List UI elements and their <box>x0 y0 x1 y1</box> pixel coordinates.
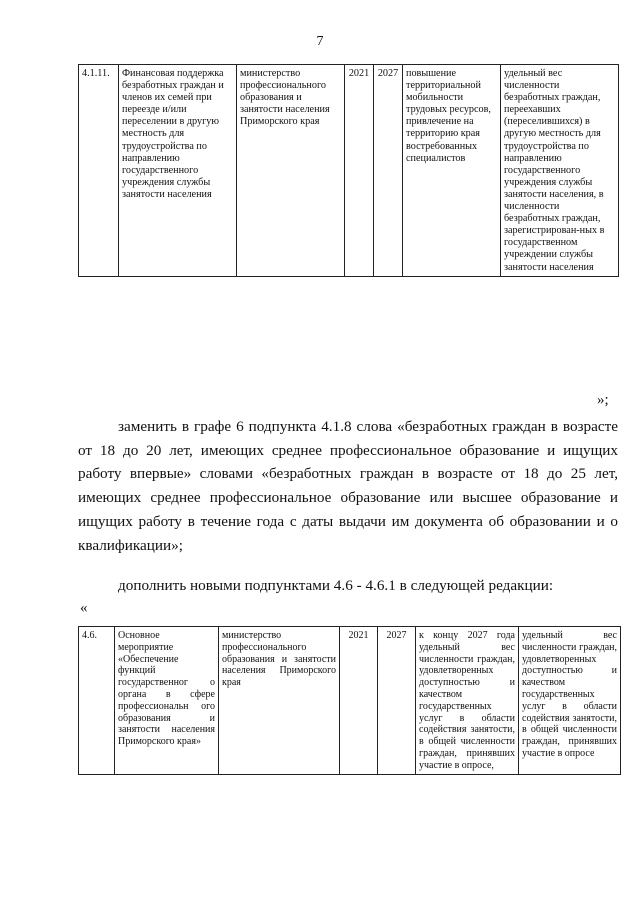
addition-paragraph: дополнить новыми подпунктами 4.6 - 4.6.1 в следующей редакции: <box>118 577 554 594</box>
amendment-paragraph: заменить в графе 6 подпункта 4.1.8 слова «безработных граждан в возрасте от 18 до 20 лет, имеющих среднее профессиональное образование и ищущих работу впервые» словами «безработных граждан в возрасте от 18 до 25 лет, имеющих среднее профессиональное образование или высшее образование и ищущих работу в течение года с даты выдачи им документа об образовании и о квалификации»; <box>78 418 618 554</box>
measure-name-cell: Основное мероприятие «Обеспечение функций государственног о органа в сфере профессиональн ого образования и занятости населения Приморского края» <box>115 627 219 775</box>
measure-name-cell: Финансовая поддержка безработных граждан и членов их семей при переезде и/или переселении в другую местность для трудоустройства по направлению государственного учреждения службы занятости населения <box>119 65 237 277</box>
year-end-cell: 2027 <box>374 65 403 277</box>
table-row <box>79 627 621 775</box>
opening-quote: « <box>80 600 88 616</box>
expected-result-cell: повышение территориальной мобильности трудовых ресурсов, привлечение на территорию края востребованных специалистов <box>403 65 501 277</box>
indicator-cell: удельный вес численности безработных граждан, переехавших (переселившихся) в другую местность для трудоустройства по направлению государственного учреждения службы занятости населения, в численности безработных граждан, зарегистрирован-ных в государственном учреждении службы занятости населения <box>501 65 619 277</box>
executor-cell: министерство профессионального образования и занятости населения Приморского края <box>237 65 345 277</box>
closing-quote: »; <box>597 392 609 408</box>
measures-table-new <box>78 626 621 775</box>
indicator-cell: удельный вес численности граждан, удовлетворенных доступностью и качеством государственных услуг в области содействия занятости, в общей численности граждан, принявших участие в опросе <box>519 627 621 775</box>
table-row <box>79 65 619 277</box>
measures-table-continuation <box>78 64 619 277</box>
page-number: 7 <box>316 34 324 49</box>
row-number-cell: 4.6. <box>79 627 115 775</box>
year-start-cell: 2021 <box>340 627 378 775</box>
expected-result-cell: к концу 2027 года удельный вес численности граждан, удовлетворенных доступностью и качеством государственных услуг в области содействия занятости, в общей численности граждан, принявших участие в опросе, <box>416 627 519 775</box>
row-number-cell: 4.1.11. <box>79 65 119 277</box>
year-end-cell: 2027 <box>378 627 416 775</box>
year-start-cell: 2021 <box>345 65 374 277</box>
executor-cell: министерство профессионального образования и занятости населения Приморского края <box>219 627 340 775</box>
